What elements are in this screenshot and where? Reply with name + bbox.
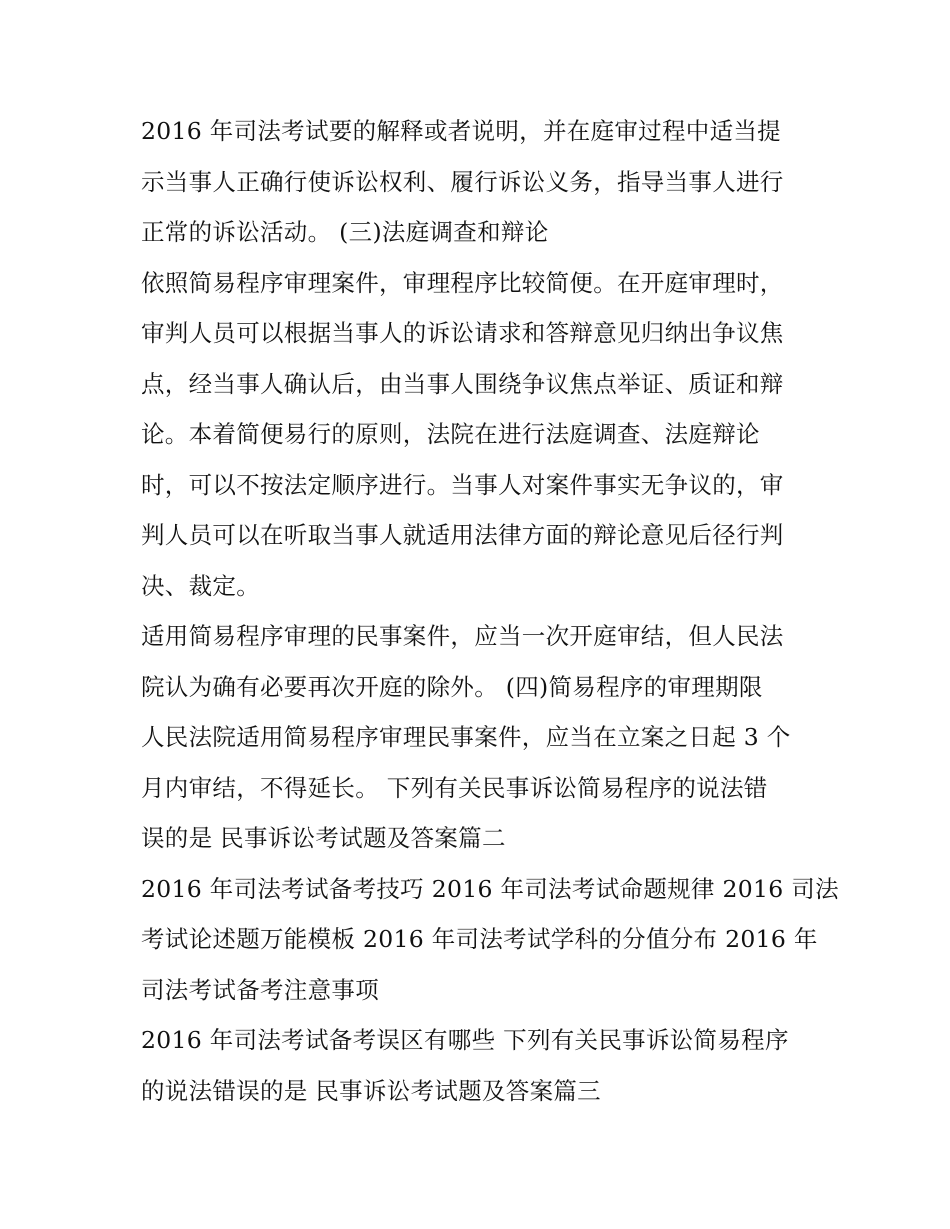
text-line: 依照简易程序审理案件，审理程序比较简便。在开庭审理时， (141, 268, 784, 297)
text-line: 考试论述题万能模板 2016 年司法考试学科的分值分布 2016 年 (141, 925, 818, 953)
text-line: 示当事人正确行使诉讼权利、履行诉讼义务，指导当事人进行 (141, 167, 784, 196)
text-line: 人民法院适用简易程序审理民事案件，应当在立案之日起 3 个 (141, 723, 791, 751)
text-line: 2016 年司法考试备考误区有哪些 下列有关民事诉讼简易程序 (141, 1026, 789, 1054)
text-line: 正常的诉讼活动。 (三)法庭调查和辩论 (141, 218, 549, 246)
text-line: 时，可以不按法定顺序进行。当事人对案件事实无争议的，审 (141, 470, 784, 499)
document-body (141, 106, 839, 1116)
text-line: 点，经当事人确认后，由当事人围绕争议焦点举证、质证和辩 (141, 369, 784, 398)
text-line: 的说法错误的是 民事诉讼考试题及答案篇三 (141, 1076, 601, 1105)
text-line: 适用简易程序审理的民事案件，应当一次开庭审结，但人民法 (141, 622, 784, 650)
text-line: 判人员可以在听取当事人就适用法律方面的辩论意见后径行判 (141, 521, 784, 549)
text-line: 审判人员可以根据当事人的诉讼请求和答辩意见归纳出争议焦 (141, 319, 784, 347)
text-line: 决、裁定。 (141, 571, 260, 600)
text-line: 司法考试备考注意事项 (141, 975, 379, 1004)
text-line: 院认为确有必要再次开庭的除外。 (四)简易程序的审理期限 (141, 672, 763, 701)
text-line: 论。本着简便易行的原则，法院在进行法庭调查、法庭辩论 (141, 420, 760, 448)
text-line: 月内审结，不得延长。 下列有关民事诉讼简易程序的说法错 (141, 773, 768, 802)
text-line: 误的是 民事诉讼考试题及答案篇二 (141, 824, 506, 852)
text-line: 2016 年司法考试备考技巧 2016 年司法考试命题规律 2016 司法 (141, 874, 839, 903)
text-line: 2016 年司法考试要的解释或者说明，并在庭审过程中适当提 (141, 117, 781, 145)
